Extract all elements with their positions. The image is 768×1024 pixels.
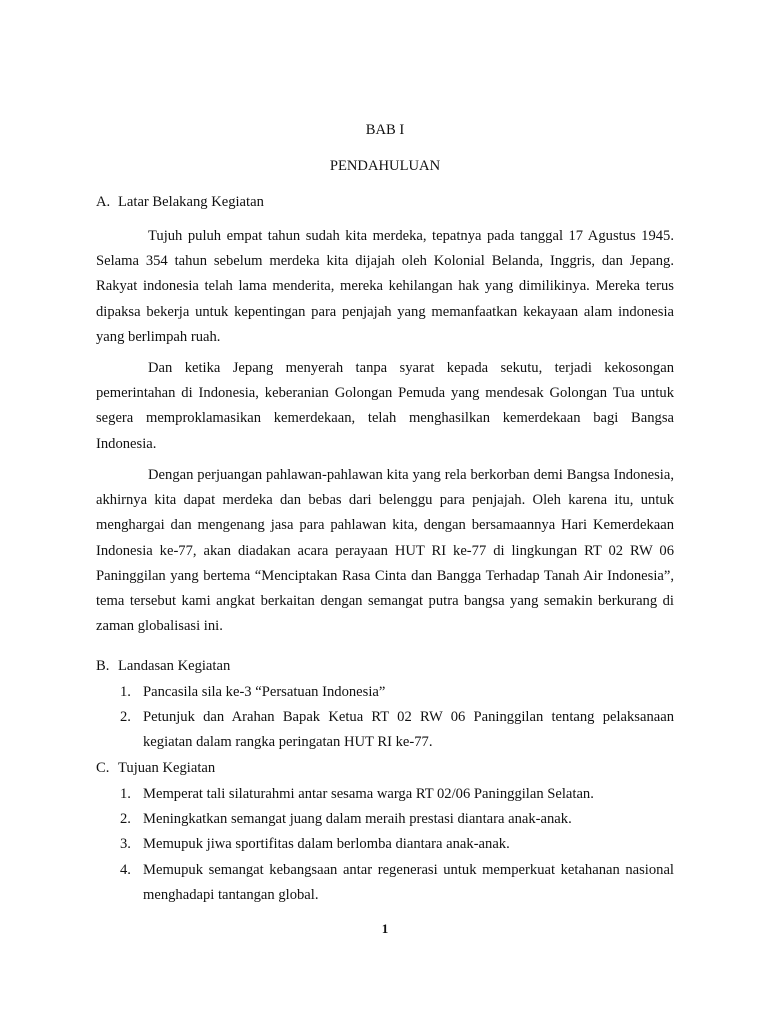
list-text: Meningkatkan semangat juang dalam meraih prestasi diantara anak-anak.	[143, 811, 572, 828]
list-text: Memperat tali silaturahmi antar sesama warga RT 02/06 Paninggilan Selatan.	[143, 786, 594, 802]
section-letter: A.	[96, 194, 111, 210]
objectives-list	[120, 782, 674, 908]
list-number: 1.	[120, 684, 131, 700]
list-text: Pancasila sila ke-3 “Persatuan Indonesia”	[143, 684, 386, 700]
foundation-list	[120, 680, 674, 756]
list-number: 2.	[120, 811, 131, 828]
section-heading-c	[96, 758, 215, 778]
section-letter: C.	[96, 760, 110, 776]
list-item	[120, 705, 674, 755]
paragraph: Tujuh puluh empat tahun sudah kita merdeka, tepatnya pada tanggal 17 Agustus 1945. Selama 354 tahun sebelum merdeka kita dijajah oleh Kolonial Belanda, Inggris, dan Jepang. Rakyat indonesia telah lama menderita, mereka kehilangan hak yang dimilikinya. Mereka terus dipaksa bekerja untuk kepentingan para penjajah yang memanfaatkan kekayaan alam indonesia yang berlimpah ruah.	[96, 228, 674, 345]
list-number: 2.	[120, 709, 131, 726]
list-number: 4.	[120, 861, 131, 878]
list-item	[120, 858, 674, 908]
section-letter: B.	[96, 658, 110, 674]
section-heading-b	[96, 656, 230, 676]
list-text: Memupuk semangat kebangsaan antar regenerasi untuk memperkuat ketahanan nasional menghadapi tantangan global.	[143, 861, 674, 903]
list-number: 1.	[120, 786, 131, 802]
list-item	[120, 832, 674, 857]
chapter-title: PENDAHULUAN	[329, 158, 441, 174]
list-text: Memupuk jiwa sportifitas dalam berlomba diantara anak-anak.	[143, 836, 510, 853]
page-number: 1	[381, 921, 389, 936]
paragraph: Dan ketika Jepang menyerah tanpa syarat kepada sekutu, terjadi kekosongan pemerintahan di Indonesia, keberanian Golongan Pemuda yang mendesak Golongan Tua untuk segera memproklamasikan kemerdekaan, telah menghasilkan kemerdekaan bagi Bangsa Indonesia.	[96, 360, 674, 452]
list-item	[120, 680, 674, 705]
paragraph: Dengan perjuangan pahlawan-pahlawan kita yang rela berkorban demi Bangsa Indonesia, akhirnya kita dapat merdeka dan bebas dari belenggu para penjajah. Oleh karena itu, untuk menghargai dan mengenang jasa para pahlawan kita, dengan bersamaannya Hari Kemerdekaan Indonesia ke-77, akan diadakan acara perayaan HUT RI ke-77 di lingkungan RT 02 RW 06 Paninggilan yang bertema “Menciptakan Rasa Cinta dan Bangga Terhadap Tanah Air Indonesia”, tema tersebut kami angkat berkaitan dengan semangat putra bangsa yang semakin berkurang di zaman globalisasi ini.	[96, 467, 674, 635]
list-item	[120, 782, 674, 807]
section-title: Latar Belakang Kegiatan	[118, 194, 264, 210]
list-text: Petunjuk dan Arahan Bapak Ketua RT 02 RW 06 Paninggilan tentang pelaksanaan kegiatan dalam rangka peringatan HUT RI ke-77.	[143, 709, 674, 751]
section-title: Tujuan Kegiatan	[118, 760, 216, 776]
list-number: 3.	[120, 836, 131, 853]
section-heading-a	[96, 192, 264, 212]
section-title: Landasan Kegiatan	[118, 658, 231, 674]
list-item	[120, 807, 674, 832]
chapter-heading: BAB I	[365, 122, 405, 138]
